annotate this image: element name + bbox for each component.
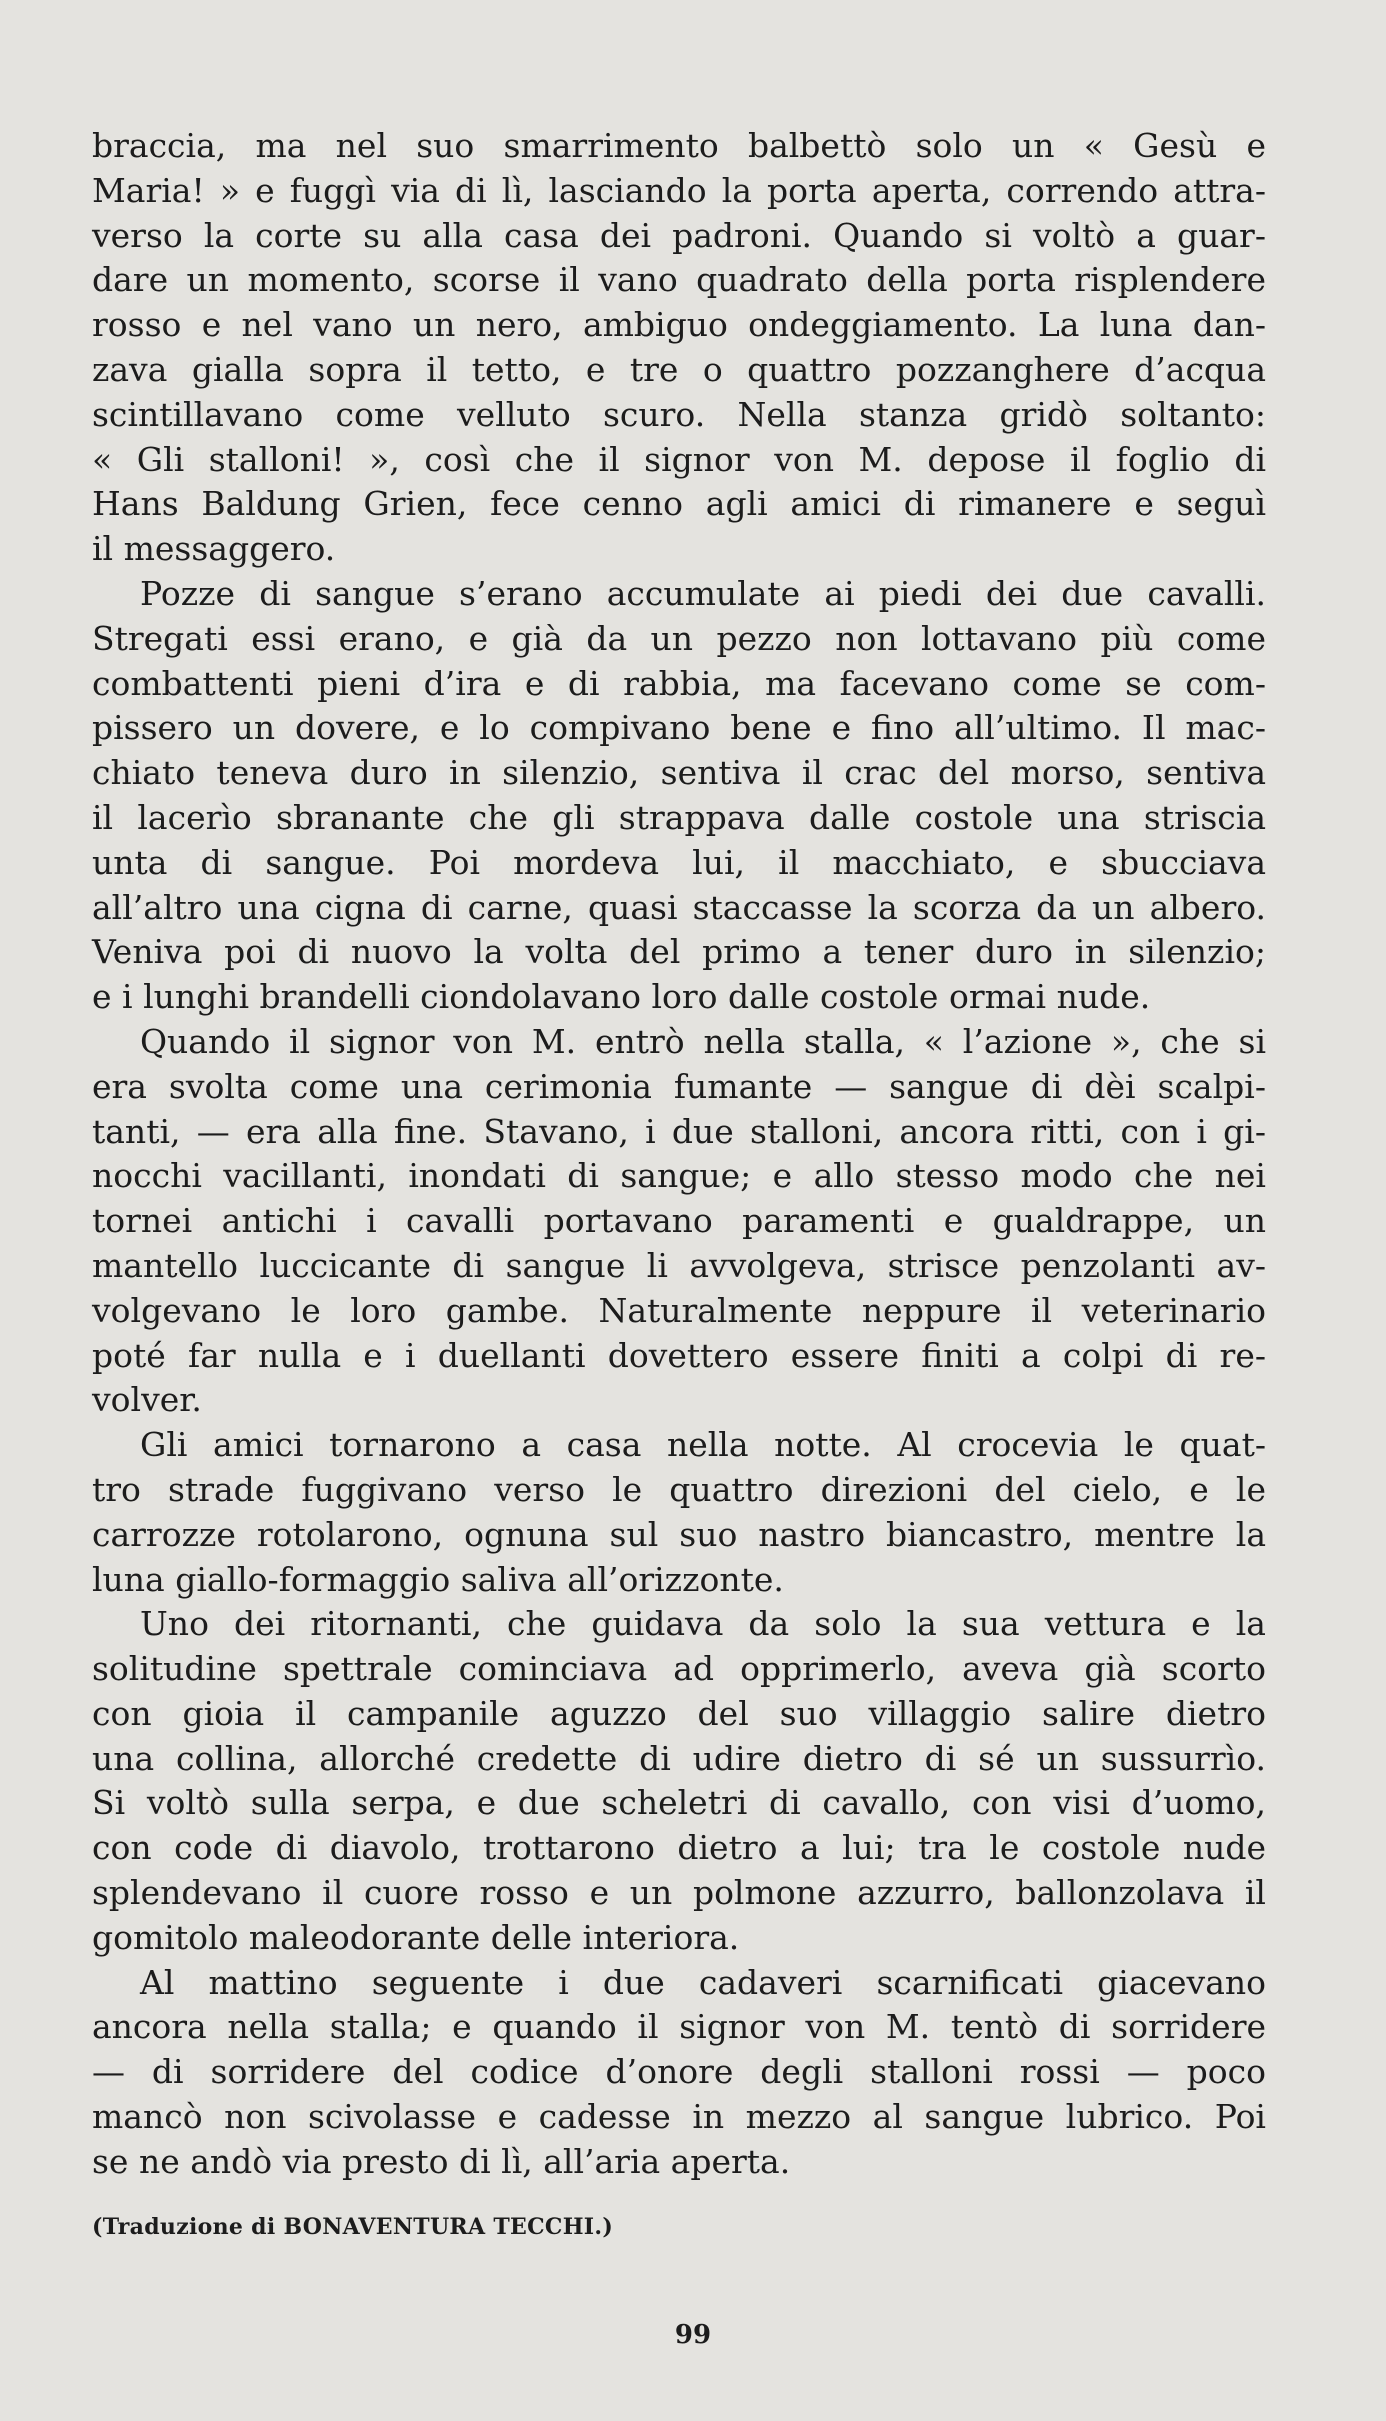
text-line: con gioia il campanile aguzzo del suo villaggio salire dietro (92, 1693, 1266, 1733)
paragraph (92, 1020, 1266, 1423)
paragraph (92, 124, 1266, 572)
text-line: e i lunghi brandelli ciondolavano loro dalle costole ormai nude. (92, 977, 1151, 1017)
text-line: combattenti pieni d’ira e di rabbia, ma facevano come se com- (92, 663, 1266, 703)
text-line: Si voltò sulla serpa, e due scheletri di cavallo, con visi d’uomo, (92, 1783, 1266, 1823)
page-number: 99 (674, 2320, 712, 2350)
text-line: ancora nella stalla; e quando il signor von M. tentò di sorridere (92, 2007, 1266, 2047)
body-text (92, 124, 1266, 2185)
text-line: tro strade fuggivano verso le quattro direzioni del cielo, e le (92, 1469, 1266, 1509)
text-line: verso la corte su alla casa dei padroni. Quando si voltò a guar- (92, 215, 1266, 255)
text-line: unta di sangue. Poi mordeva lui, il macchiato, e sbucciava (92, 842, 1266, 882)
text-line: Pozze di sangue s’erano accumulate ai piedi dei due cavalli. (140, 573, 1266, 613)
text-line: tanti, — era alla fine. Stavano, i due stalloni, ancora ritti, con i gi- (92, 1111, 1266, 1151)
text-line: il messaggero. (92, 529, 336, 569)
text-line: carrozze rotolarono, ognuna sul suo nastro biancastro, mentre la (92, 1514, 1266, 1554)
text-line: « Gli stalloni! », così che il signor von M. depose il foglio di (92, 439, 1266, 479)
text-line: volver. (92, 1380, 202, 1420)
text-line: se ne andò via presto di lì, all’aria aperta. (92, 2141, 791, 2181)
paragraph (92, 1423, 1266, 1602)
text-line: scintillavano come velluto scuro. Nella stanza gridò soltanto: (92, 394, 1266, 434)
text-line: una collina, allorché credette di udire dietro di sé un sussurrìo. (92, 1738, 1266, 1778)
text-line: gomitolo maleodorante delle interiora. (92, 1917, 740, 1957)
text-line: rosso e nel vano un nero, ambiguo ondeggiamento. La luna dan- (92, 305, 1266, 345)
text-line: poté far nulla e i duellanti dovettero essere finiti a colpi di re- (92, 1335, 1266, 1375)
text-line: Al mattino seguente i due cadaveri scarnificati giacevano (140, 1962, 1266, 2002)
text-line: Hans Baldung Grien, fece cenno agli amici di rimanere e seguì (92, 484, 1266, 524)
text-line: era svolta come una cerimonia fumante — sangue di dèi scalpi- (92, 1066, 1266, 1106)
text-line: Uno dei ritornanti, che guidava da solo la sua vettura e la (140, 1604, 1266, 1644)
text-line: il lacerìo sbranante che gli strappava dalle costole una striscia (92, 797, 1266, 837)
text-line: volgevano le loro gambe. Naturalmente neppure il veterinario (92, 1290, 1266, 1330)
paragraph (92, 1602, 1266, 1960)
text-line: dare un momento, scorse il vano quadrato della porta risplendere (92, 260, 1266, 300)
text-line: Gli amici tornarono a casa nella notte. Al crocevia le quat- (140, 1425, 1266, 1465)
text-line: zava gialla sopra il tetto, e tre o quattro pozzanghere d’acqua (92, 349, 1266, 389)
text-line: mancò non scivolasse e cadesse in mezzo al sangue lubrico. Poi (92, 2097, 1266, 2137)
text-line: Quando il signor von M. entrò nella stalla, « l’azione », che si (140, 1021, 1266, 1061)
text-line: braccia, ma nel suo smarrimento balbettò solo un « Gesù e (92, 126, 1266, 165)
text-line: con code di diavolo, trottarono dietro a lui; tra le costole nude (92, 1828, 1266, 1868)
text-line: mantello luccicante di sangue li avvolgeva, strisce penzolanti av- (92, 1245, 1266, 1285)
paragraph (92, 1961, 1266, 2185)
text-line: chiato teneva duro in silenzio, sentiva il crac del morso, sentiva (92, 753, 1266, 793)
text-line: — di sorridere del codice d’onore degli stalloni rossi — poco (92, 2052, 1266, 2092)
text-line: pissero un dovere, e lo compivano bene e fino all’ultimo. Il mac- (92, 708, 1266, 748)
text-line: Maria! » e fuggì via di lì, lasciando la porta aperta, correndo attra- (92, 170, 1266, 210)
text-line: all’altro una cigna di carne, quasi staccasse la scorza da un albero. (92, 887, 1266, 927)
text-line: tornei antichi i cavalli portavano paramenti e gualdrappe, un (92, 1201, 1266, 1241)
text-line: luna giallo-formaggio saliva all’orizzonte. (92, 1559, 784, 1599)
paragraph (92, 572, 1266, 1020)
text-line: Veniva poi di nuovo la volta del primo a tener duro in silenzio; (92, 932, 1266, 972)
text-line: Stregati essi erano, e già da un pezzo non lottavano più come (92, 618, 1266, 658)
text-line: solitudine spettrale cominciava ad opprimerlo, aveva già scorto (92, 1649, 1266, 1689)
text-line: nocchi vacillanti, inondati di sangue; e allo stesso modo che nei (92, 1156, 1266, 1196)
translator-credit: (Traduzione di BONAVENTURA TECCHI.) (92, 2214, 614, 2240)
text-line: splendevano il cuore rosso e un polmone azzurro, ballonzolava il (92, 1873, 1266, 1913)
